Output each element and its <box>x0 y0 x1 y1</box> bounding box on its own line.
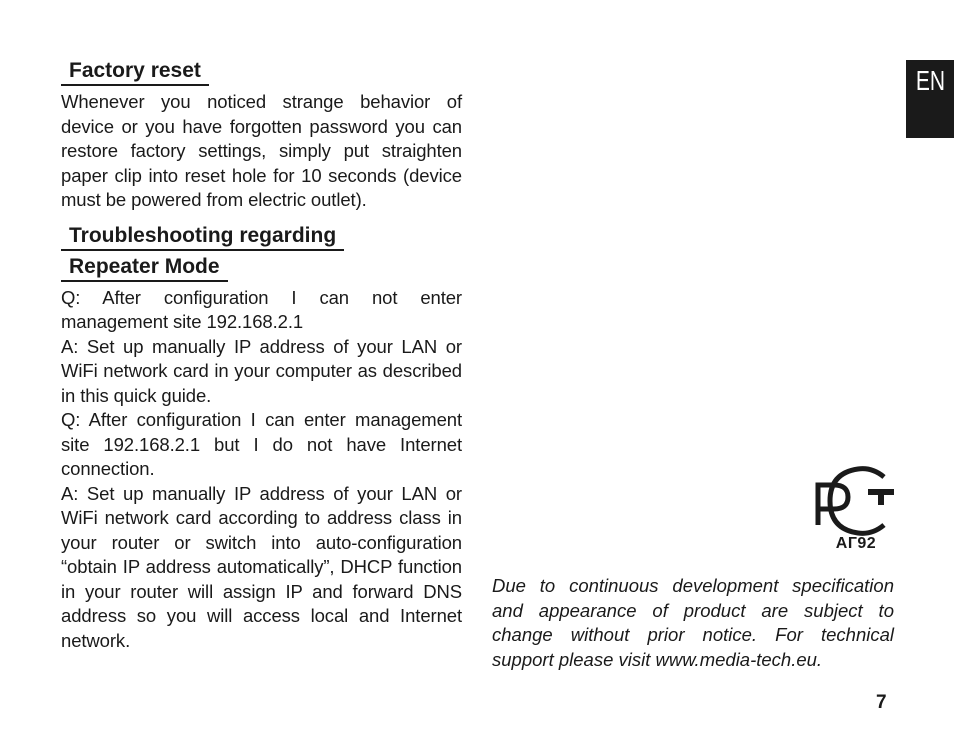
right-column <box>492 574 894 672</box>
left-column <box>61 58 462 653</box>
language-tab-label: EN <box>915 65 945 96</box>
notice-text: Due to continuous development specification and appearance of product are subject to change without prior notice. For technical support please visit www.media-tech.eu. <box>492 575 894 670</box>
factory-reset-heading-block <box>61 58 462 86</box>
troubleshooting-heading-line2: Repeater Mode <box>61 254 228 282</box>
page-number: 7 <box>876 692 887 713</box>
certification-code: АГ92 <box>835 535 877 552</box>
language-tab <box>906 60 954 138</box>
factory-reset-heading: Factory reset <box>61 58 209 86</box>
answer-2: A: Set up manually IP address of your LAN or WiFi network card according to address class in your router or switch into auto-configuration “obtain IP address automatically”, DHCP function in your router will assign IP and forward DNS address so you will access local and Internet network. <box>61 482 462 651</box>
question-1: Q: After configuration I can not enter management site 192.168.2.1 <box>61 286 462 332</box>
pct-letter-t <box>868 489 894 505</box>
question-2: Q: After configuration I can enter management site 192.168.2.1 but I do not have Internet connection. <box>61 409 462 479</box>
answer-1: A: Set up manually IP address of your LAN or WiFi network card in your computer as described in this quick guide. <box>61 335 462 406</box>
troubleshooting-heading-block-2 <box>61 254 462 282</box>
troubleshooting-heading-line1: Troubleshooting regarding <box>61 223 344 251</box>
troubleshooting-heading-block <box>61 223 462 251</box>
pct-letter-c <box>830 469 884 534</box>
factory-reset-text: Whenever you noticed strange behavior of device or you have forgotten password you can restore factory settings, simply put straighten paper clip into reset hole for 10 seconds (device must be powered from electric outlet). <box>61 91 462 210</box>
